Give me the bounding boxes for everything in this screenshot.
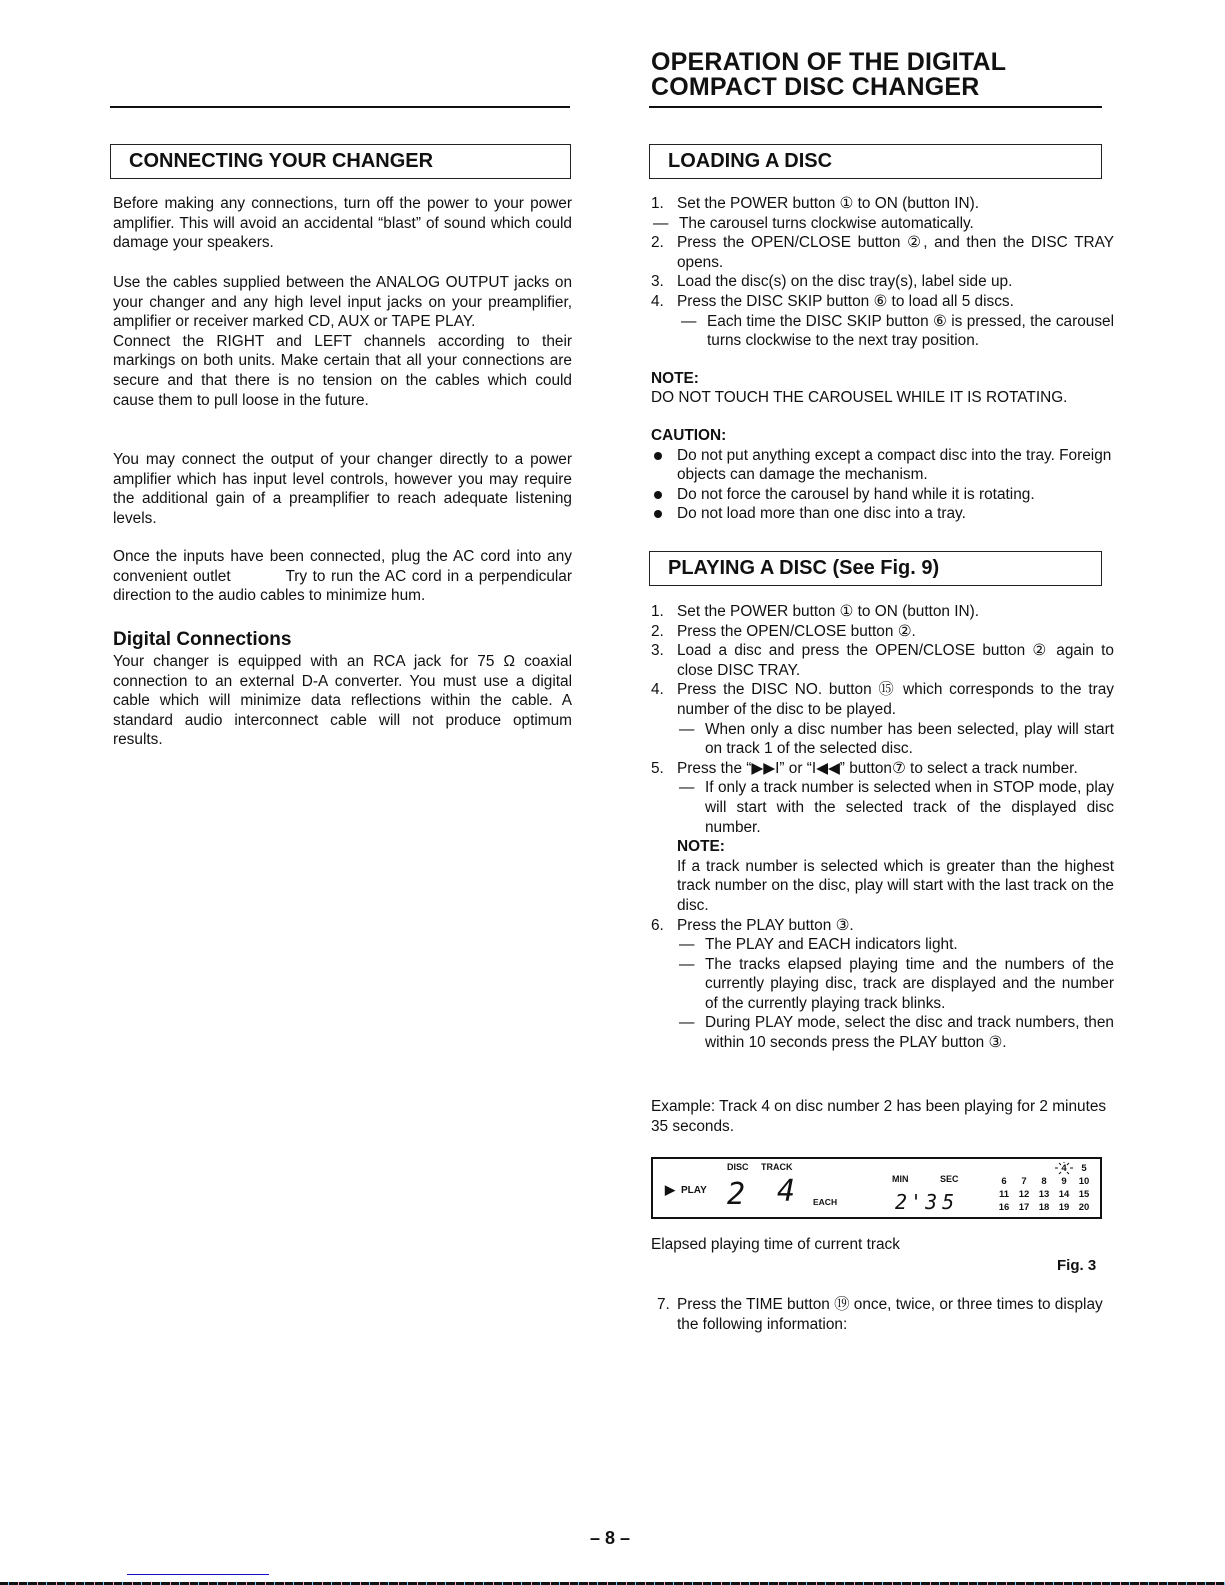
track-grid-cell: 5 (1081, 1163, 1087, 1174)
lcd-disc-value: 2 (727, 1177, 746, 1212)
step-text: Press the “▶▶I” or “I◀◀” button⑦ to select a track number. (677, 759, 1078, 777)
substep-text: Each time the DISC SKIP button ⑥ is pressed, the carousel turns clockwise to the next tray position. (707, 312, 1114, 350)
playing-substep (677, 778, 1114, 837)
bullet-icon (654, 452, 662, 460)
caution-text: Do not load more than one disc into a tray. (677, 505, 966, 523)
section-loading-title: LOADING A DISC (668, 150, 833, 172)
caution-text: Do not force the carousel by hand while it is rotating. (677, 485, 1035, 503)
lcd-colon: ' (910, 1190, 923, 1214)
paragraph-text: Use the cables supplied between the ANALOG OUTPUT jacks on your changer and any high level input jacks on your preamplifier, amplifier or receiver marked CD, AUX or TAPE PLAY. (113, 274, 572, 331)
step-text: Load a disc and press the OPEN/CLOSE button ② again to close DISC TRAY. (677, 642, 1114, 679)
connecting-paragraph-3 (113, 450, 572, 528)
substep-text: The PLAY and EACH indicators light. (705, 936, 958, 954)
playing-step (651, 759, 1114, 779)
step-text: Load the disc(s) on the disc tray(s), label side up. (677, 273, 1013, 291)
track-grid-row (994, 1201, 1094, 1214)
loading-section-body (651, 194, 1114, 524)
caution-label: CAUTION: (651, 426, 727, 444)
loading-step (651, 292, 1114, 312)
play-arrow-icon: ▶ (665, 1182, 675, 1197)
track-grid-cell: 10 (1078, 1176, 1090, 1187)
track-number-grid (994, 1162, 1094, 1214)
step-number: 3. (651, 642, 664, 660)
page-title-line2: COMPACT DISC CHANGER (651, 73, 980, 101)
lcd-each-label: EACH (813, 1197, 838, 1207)
step-number: 2. (651, 234, 664, 252)
playing-substep (677, 935, 1114, 955)
step-number: 1. (651, 603, 664, 620)
figure-caption: Elapsed playing time of current track (651, 1236, 900, 1253)
caution-item (651, 485, 1114, 505)
substep-text: If only a track number is selected when in STOP mode, play will start with the selected track of the displayed disc number. (705, 779, 1114, 836)
lcd-sec-label: SEC (940, 1174, 959, 1184)
track-grid-cell: 8 (1041, 1176, 1047, 1187)
paragraph-text: Once the inputs have been connected, plug the AC cord into any convenient outlet Try to run the AC cord in a perpendicular direction to the audio cables to minimize hum. (113, 548, 577, 605)
section-connecting-title: CONNECTING YOUR CHANGER (129, 150, 434, 172)
loading-step (651, 233, 1114, 272)
step-number: 7. (657, 1296, 670, 1313)
substep-text: The tracks elapsed playing time and the numbers of the currently playing disc, track are displayed and the number of the currently playing track blinks. (705, 955, 1114, 1012)
track-grid-cell: 12 (1018, 1189, 1030, 1200)
caution-item (651, 504, 1114, 524)
note-label: NOTE: (677, 838, 725, 856)
step-number: 5. (651, 759, 664, 777)
track-grid-cell (1034, 1162, 1054, 1175)
lcd-play-indicator (665, 1183, 707, 1197)
caution-item (651, 446, 1114, 485)
track-grid-cell: 6 (1001, 1176, 1007, 1187)
lcd-display-figure (651, 1157, 1102, 1219)
loading-substep (651, 214, 1114, 234)
step-text: Press the OPEN/CLOSE button ②. (677, 622, 916, 640)
playing-step (651, 622, 1114, 642)
track-grid-cell: 18 (1038, 1202, 1050, 1213)
playing-step (651, 680, 1114, 719)
playing-step-7 (651, 1295, 1114, 1334)
dash-mark: — (679, 955, 695, 973)
right-rule (649, 106, 1102, 108)
connecting-paragraph-4 (113, 547, 577, 606)
track-grid-cell: 9 (1061, 1176, 1067, 1187)
playing-substep (677, 1013, 1114, 1052)
loading-steps (651, 194, 1114, 351)
dash-mark: — (681, 312, 697, 330)
loading-step (651, 272, 1114, 292)
section-playing-header (649, 551, 1102, 586)
dash-mark: — (679, 720, 695, 738)
substep-text: When only a disc number has been selected, play will start on track 1 of the selected disc. (705, 720, 1114, 758)
substep-text: The carousel turns clockwise automatically. (679, 214, 974, 232)
lcd-play-label: PLAY (681, 1184, 707, 1196)
track-grid-cell (994, 1162, 1014, 1175)
page-number: – 8 – (590, 1528, 631, 1548)
section-playing-title: PLAYING A DISC (See Fig. 9) (668, 557, 940, 579)
track-grid-number: 4 (1061, 1163, 1067, 1174)
lcd-track-value: 4 (777, 1174, 796, 1209)
track-grid-cell: 15 (1078, 1189, 1090, 1200)
playing-step (651, 1295, 1114, 1334)
page-title-line1: OPERATION OF THE DIGITAL (651, 48, 1007, 76)
step-number: 3. (651, 273, 664, 291)
note-text: DO NOT TOUCH THE CAROUSEL WHILE IT IS ROTATING. (651, 389, 1068, 407)
step-text: Press the OPEN/CLOSE button ②, and then the DISC TRAY opens. (677, 234, 1114, 271)
lcd-min-label: MIN (892, 1174, 909, 1184)
loading-note (651, 369, 1114, 408)
step-text: Set the POWER button ① to ON (button IN). (677, 603, 980, 620)
playing-step (651, 916, 1114, 936)
step-text: Press the DISC SKIP button ⑥ to load all 5 discs. (677, 292, 1014, 310)
dash-mark: — (679, 779, 695, 797)
note-text: If a track number is selected which is greater than the highest track number on the disc, play will start with the last track on the disc. (677, 857, 1114, 914)
step-number: 1. (651, 195, 664, 212)
paragraph-text: You may connect the output of your changer directly to a power amplifier which has input level controls, however you may require the additional gain of a preamplifier to reach adequate listening levels. (113, 451, 572, 527)
playing-substep (677, 720, 1114, 759)
track-grid-cell: 13 (1038, 1189, 1050, 1200)
track-grid-cell: 19 (1058, 1202, 1070, 1213)
track-grid-cell: 7 (1021, 1176, 1027, 1187)
lcd-track-label: TRACK (761, 1162, 793, 1172)
note-label: NOTE: (651, 369, 699, 387)
track-grid-cell: 14 (1058, 1189, 1070, 1200)
playing-steps (651, 602, 1114, 1053)
loading-caution (651, 426, 1114, 524)
track-grid-row (994, 1162, 1094, 1175)
track-grid-cell-blinking (1054, 1162, 1074, 1175)
figure-label: Fig. 3 (1057, 1257, 1097, 1274)
step-number: 4. (651, 681, 664, 699)
step-text: Press the DISC NO. button ⑮ which corresponds to the tray number of the disc to be played. (677, 681, 1114, 718)
lcd-time-readout (895, 1191, 959, 1213)
paragraph-text: Connect the RIGHT and LEFT channels according to their markings on both units. Make certain that all your connections are secure and that there is no tension on the cables which could cause them to pull loose in the future. (113, 332, 572, 409)
playing-substep (677, 955, 1114, 1014)
step-text: Press the PLAY button ③. (677, 916, 854, 934)
dash-mark: — (679, 936, 695, 954)
bullet-icon (654, 510, 662, 518)
step-number: 6. (651, 916, 664, 934)
substep-text: During PLAY mode, select the disc and track numbers, then within 10 seconds press the PLAY button ③. (705, 1014, 1114, 1052)
bullet-icon (654, 491, 662, 499)
playing-note (677, 837, 1114, 915)
lcd-sec-value: 35 (925, 1190, 960, 1214)
section-loading-header (649, 144, 1102, 179)
track-grid-cell: 20 (1078, 1202, 1090, 1213)
paragraph-text: Before making any connections, turn off the power to your power amplifier. This will avoid an accidental “blast” of sound which could damage your speakers. (113, 195, 572, 252)
loading-substep (679, 312, 1114, 351)
track-grid-cell: 17 (1018, 1202, 1030, 1213)
track-grid-cell (1014, 1162, 1034, 1175)
track-grid-cell: 16 (998, 1202, 1010, 1213)
playing-step (651, 641, 1114, 680)
lcd-disc-label: DISC (727, 1162, 749, 1172)
digital-connections-heading: Digital Connections (113, 629, 292, 650)
left-rule (110, 106, 570, 108)
step-number: 2. (651, 622, 664, 640)
loading-step (651, 194, 1114, 214)
track-grid-row (994, 1188, 1094, 1201)
playing-step (651, 602, 1114, 622)
example-text: Example: Track 4 on disc number 2 has been playing for 2 minutes 35 seconds. (651, 1098, 1107, 1135)
digital-connections-text: Your changer is equipped with an RCA jack for 75 Ω coaxial connection to an external D-A converter. You must use a digital cable which will minimize data reflections within the cable. A standard audio interconnect cable will not produce optimum results. (113, 653, 572, 749)
step-text: Press the TIME button ⑲ once, twice, or three times to display the following information: (677, 1296, 1103, 1333)
connecting-paragraph-2 (113, 273, 572, 410)
step-number: 4. (651, 292, 664, 310)
caution-text: Do not put anything except a compact disc into the tray. Foreign objects can damage the mechanism. (677, 446, 1112, 484)
section-connecting-header (110, 144, 571, 179)
track-grid-cell: 11 (998, 1189, 1010, 1200)
dash-mark: — (653, 214, 669, 232)
connecting-paragraph-1 (113, 194, 572, 253)
lcd-min-value: 2 (895, 1190, 908, 1214)
page-title (651, 50, 1006, 100)
dash-mark: — (679, 1014, 695, 1032)
link-underline (127, 1574, 269, 1575)
step-text: Set the POWER button ① to ON (button IN). (677, 195, 980, 212)
track-grid-row (994, 1175, 1094, 1188)
